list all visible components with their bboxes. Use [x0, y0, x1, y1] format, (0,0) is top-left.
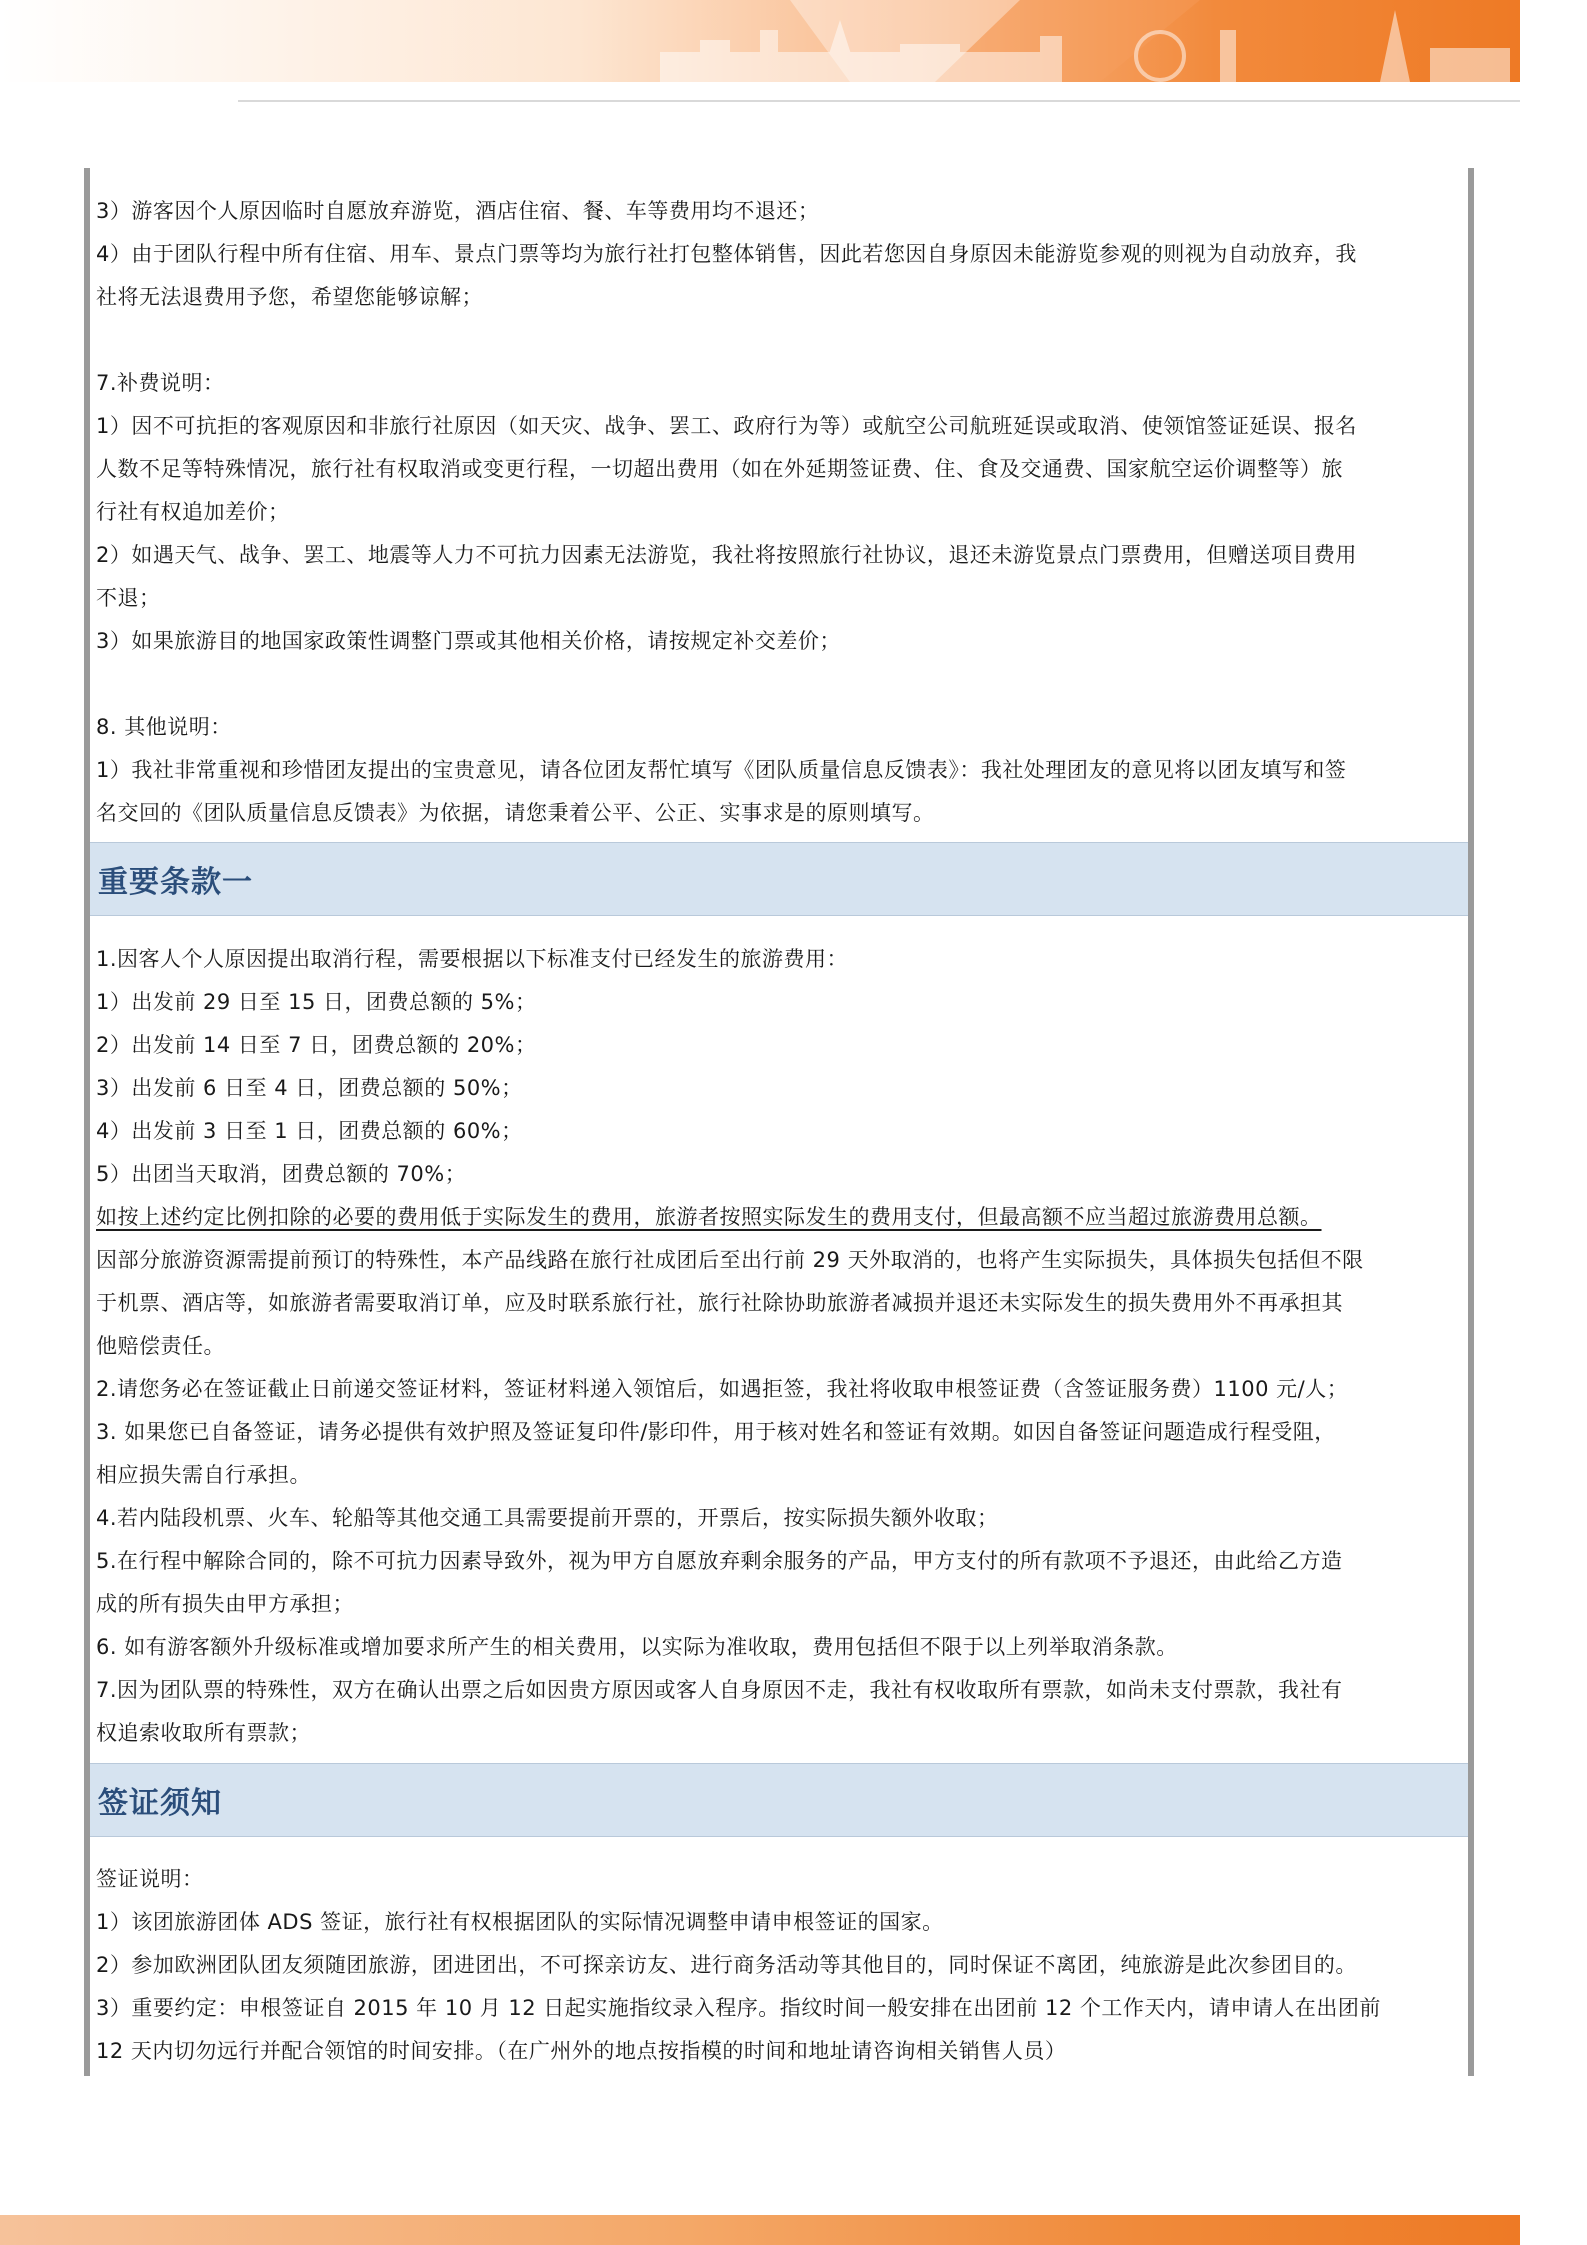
text-line: 2）参加欧洲团队团友须随团旅游，团进团出，不可探亲访友、进行商务活动等其他目的，同时保证不离团，纯旅游是此次参团目的。 [96, 1953, 1357, 1977]
header-divider [238, 100, 1520, 102]
text-line: 人数不足等特殊情况，旅行社有权取消或变更行程，一切超出费用（如在外延期签证费、住、食及交通费、国家航空运价调整等）旅 [96, 457, 1343, 481]
text-line: 4）由于团队行程中所有住宿、用车、景点门票等均为旅行社打包整体销售，因此若您因自身原因未能游览参观的则视为自动放弃，我 [96, 242, 1357, 266]
text-line: 3）重要约定：申根签证自 2015 年 10 月 12 日起实施指纹录入程序。指纹时间一般安排在出团前 12 个工作天内，请申请人在出团前 [96, 1996, 1381, 2020]
text-line: 4）出发前 3 日至 1 日，团费总额的 60%； [96, 1119, 523, 1143]
blank-line [96, 319, 1458, 362]
text-line: 7.补费说明： [96, 371, 225, 395]
text-line: 名交回的《团队质量信息反馈表》为依据，请您秉着公平、公正、实事求是的原则填写。 [96, 801, 935, 825]
text-line: 成的所有损失由甲方承担； [96, 1592, 354, 1616]
text-line: 2）如遇天气、战争、罢工、地震等人力不可抗力因素无法游览，我社将按照旅行社协议，退还未游览景点门票费用，但赠送项目费用 [96, 543, 1357, 567]
text-line: 2）出发前 14 日至 7 日，团费总额的 20%； [96, 1033, 537, 1057]
text-line: 签证说明： [96, 1867, 204, 1891]
text-line: 6. 如有游客额外升级标准或增加要求所产生的相关费用，以实际为准收取，费用包括但不限于以上列举取消条款。 [96, 1635, 1178, 1659]
text-line: 社将无法退费用予您，希望您能够谅解； [96, 285, 483, 309]
text-line: 相应损失需自行承担。 [96, 1463, 311, 1487]
text-line: 于机票、酒店等，如旅游者需要取消订单，应及时联系旅行社，旅行社除协助旅游者减损并退还未实际发生的损失费用外不再承担其 [96, 1291, 1343, 1315]
text-line: 3）游客因个人原因临时自愿放弃游览，酒店住宿、餐、车等费用均不退还； [96, 199, 820, 223]
text-line: 4.若内陆段机票、火车、轮船等其他交通工具需要提前开票的，开票后，按实际损失额外收取； [96, 1506, 999, 1530]
text-line: 2.请您务必在签证截止日前递交签证材料，签证材料递入领馆后，如遇拒签，我社将收取申根签证费（含签证服务费）1100 元/人； [96, 1377, 1349, 1401]
text-line: 3. 如果您已自备签证，请务必提供有效护照及签证复印件/影印件，用于核对姓名和签证有效期。如因自备签证问题造成行程受阻， [96, 1420, 1336, 1444]
section-header-visa-notice [90, 1763, 1468, 1837]
text-line: 1）因不可抗拒的客观原因和非旅行社原因（如天灾、战争、罢工、政府行为等）或航空公司航班延误或取消、使领馆签证延误、报名 [96, 414, 1357, 438]
section-header-important-terms [90, 842, 1468, 916]
text-line: 3）出发前 6 日至 4 日，团费总额的 50%； [96, 1076, 523, 1100]
text-line: 不退； [96, 586, 161, 610]
blank-line [96, 663, 1458, 706]
text-line: 他赔偿责任。 [96, 1334, 225, 1358]
text-line: 5）出团当天取消，团费总额的 70%； [96, 1162, 467, 1186]
text-line: 8. 其他说明： [96, 715, 232, 739]
text-line: 3）如果旅游目的地国家政策性调整门票或其他相关价格，请按规定补交差价； [96, 629, 841, 653]
underlined-text-line: 如按上述约定比例扣除的必要的费用低于实际发生的费用，旅游者按照实际发生的费用支付，但最高额不应当超过旅游费用总额。 [96, 1205, 1322, 1229]
text-line: 行社有权追加差价； [96, 500, 290, 524]
header-skyline-decoration [0, 0, 1587, 82]
text-line: 1）我社非常重视和珍惜团友提出的宝贵意见，请各位团友帮忙填写《团队质量信息反馈表》：我社处理团友的意见将以团友填写和签 [96, 758, 1347, 782]
text-line: 因部分旅游资源需提前预订的特殊性，本产品线路在旅行社成团后至出行前 29 天外取消的，也将产生实际损失，具体损失包括但不限 [96, 1248, 1364, 1272]
footer-banner [0, 2215, 1520, 2245]
notes-block [90, 190, 1468, 835]
section-title: 重要条款一 [98, 865, 253, 900]
text-line: 1）出发前 29 日至 15 日，团费总额的 5%； [96, 990, 537, 1014]
text-line: 1.因客人个人原因提出取消行程，需要根据以下标准支付已经发生的旅游费用： [96, 947, 849, 971]
text-line: 12 天内切勿远行并配合领馆的时间安排。（在广州外的地点按指模的时间和地址请咨询相关销售人员） [96, 2039, 1067, 2063]
section-title: 签证须知 [98, 1786, 222, 1821]
visa-notice-block [90, 1858, 1468, 2073]
text-line: 7.因为团队票的特殊性，双方在确认出票之后如因贵方原因或客人自身原因不走，我社有权收取所有票款，如尚未支付票款，我社有 [96, 1678, 1343, 1702]
important-terms-block [90, 938, 1468, 1755]
text-line: 权追索收取所有票款； [96, 1721, 311, 1745]
text-line: 5.在行程中解除合同的，除不可抗力因素导致外，视为甲方自愿放弃剩余服务的产品，甲方支付的所有款项不予退还，由此给乙方造 [96, 1549, 1343, 1573]
text-line: 1）该团旅游团体 ADS 签证，旅行社有权根据团队的实际情况调整申请申根签证的国家。 [96, 1910, 944, 1934]
